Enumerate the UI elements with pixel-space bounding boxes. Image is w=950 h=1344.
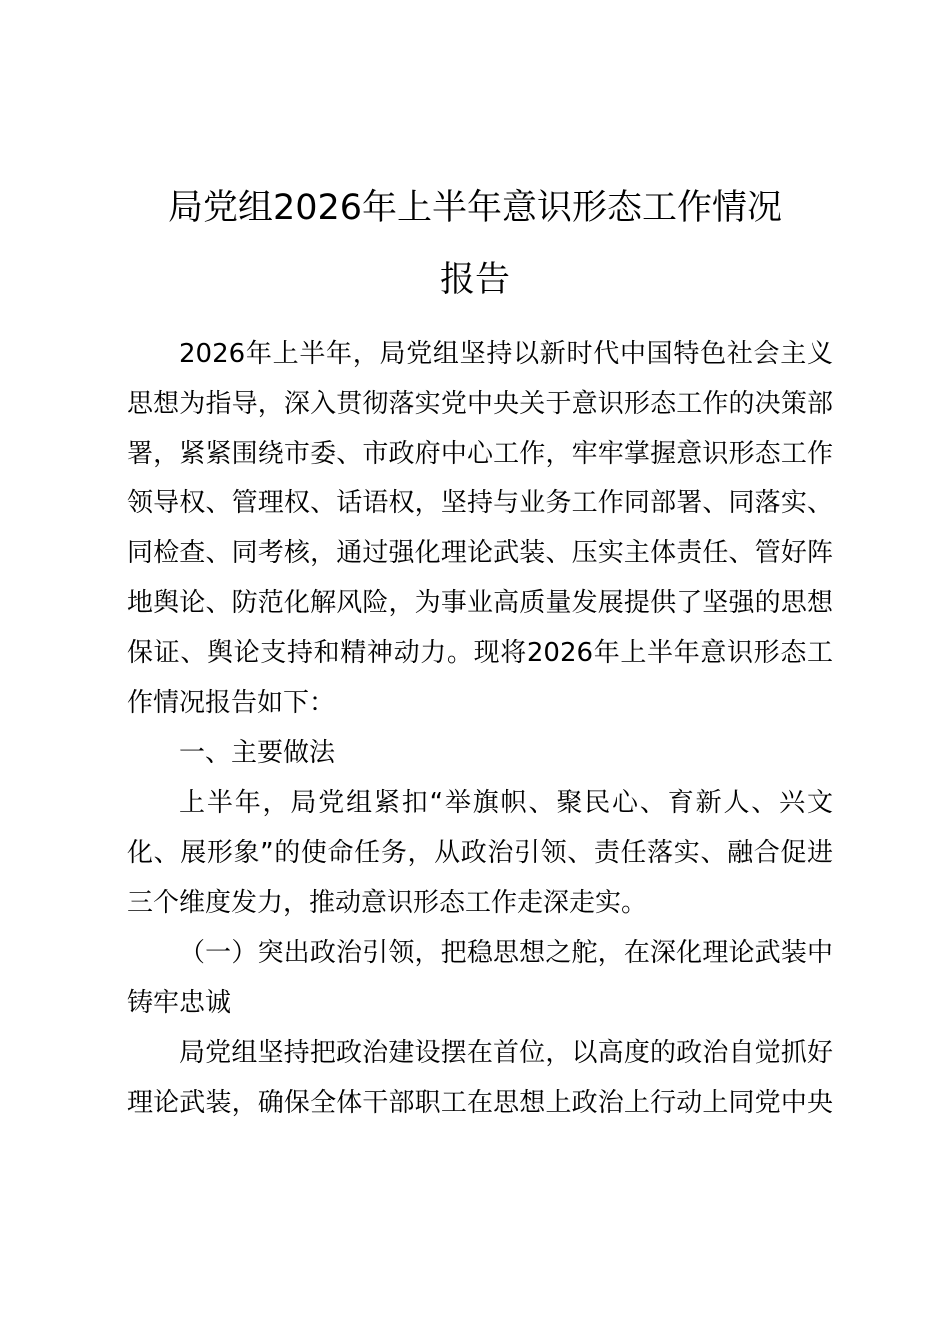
body-line: 同检查、同考核，通过强化理论武装、压实主体责任、管好阵 [127,538,833,568]
body-line: 作情况报告如下： [127,688,336,718]
body-line: 署，紧紧围绕市委、市政府中心工作，牢牢掌握意识形态工作 [127,439,833,469]
body-line: 理论武装，确保全体干部职工在思想上政治上行动上同党中央 [127,1088,833,1118]
document-title-line-2: 报告 [439,260,510,300]
body-line: 上半年，局党组紧扣“举旗帜、聚民心、育新人、兴文 [179,788,833,818]
document-title-line-1: 局党组2026年上半年意识形态工作情况 [167,188,783,228]
subsection-heading-continued: 铸牢忠诚 [127,988,232,1018]
body-line: 思想为指导，深入贯彻落实党中央关于意识形态工作的决策部 [127,389,833,419]
body-line: 2026年上半年，局党组坚持以新时代中国特色社会主义 [179,339,833,369]
section-heading: 一、主要做法 [179,738,336,768]
body-line: 化、展形象”的使命任务，从政治引领、责任落实、融合促进 [127,838,833,868]
body-line: 地舆论、防范化解风险，为事业高质量发展提供了坚强的思想 [127,588,833,618]
body-line: 局党组坚持把政治建设摆在首位，以高度的政治自觉抓好 [179,1038,833,1068]
body-line: 保证、舆论支持和精神动力。现将2026年上半年意识形态工 [127,638,833,668]
body-line: 领导权、管理权、话语权，坚持与业务工作同部署、同落实、 [127,488,833,518]
body-line: 三个维度发力，推动意识形态工作走深走实。 [127,888,648,918]
subsection-heading: （一）突出政治引领，把稳思想之舵，在深化理论武装中 [179,938,833,968]
